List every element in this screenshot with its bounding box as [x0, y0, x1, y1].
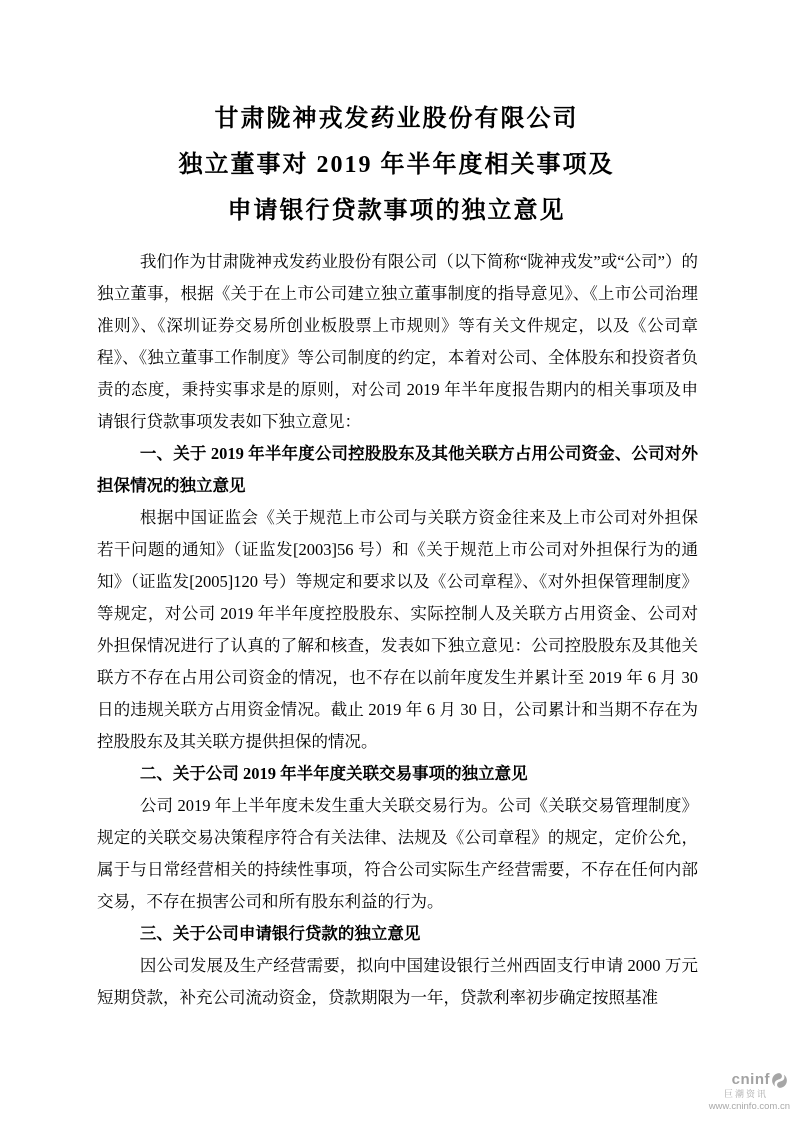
document-title-line-2: 独立董事对 2019 年半年度相关事项及 — [178, 152, 615, 178]
document-title-line-1: 甘肃陇神戎发药业股份有限公司 — [214, 106, 579, 132]
paragraph-intro: 我们作为甘肃陇神戎发药业股份有限公司（以下简称“陇神戎发”或“公司”）的独立董事，根据《关于在上市公司建立独立董事制度的指导意见》、《上市公司治理准则》、《深圳证券交易所创业板股票上市规则》等有关文件规定，以及《公司章程》、《独立董事工作制度》等公司制度的约定，本着对公司、全体股东和投资者负责的态度，秉持实事求是的原则，对公司 2019 年半年度报告期内的相关事项及申请银行贷款事项发表如下独立意见： — [97, 252, 698, 431]
document-title-line-3: 申请银行贷款事项的独立意见 — [227, 198, 566, 224]
document-title — [0, 96, 793, 234]
heading-section-2: 二、关于公司 2019 年半年度关联交易事项的独立意见 — [139, 764, 528, 783]
cninfo-brand-cn: 巨潮资讯 — [723, 1088, 768, 1099]
paragraph-section-3: 因公司发展及生产经营需要，拟向中国建设银行兰州西固支行申请 2000 万元短期贷款，补充公司流动资金，贷款期限为一年，贷款利率初步确定按照基准 — [97, 956, 698, 1007]
heading-section-1: 一、关于 2019 年半年度公司控股股东及其他关联方占用公司资金、公司对外担保情况的独立意见 — [97, 444, 698, 495]
cninfo-url: www.cninfo.com.cn — [708, 1100, 790, 1112]
heading-section-3: 三、关于公司申请银行贷款的独立意见 — [139, 924, 421, 943]
document-body — [97, 246, 698, 1014]
paragraph-section-1: 根据中国证监会《关于规范上市公司与关联方资金往来及上市公司对外担保若干问题的通知》（证监发[2003]56 号）和《关于规范上市公司对外担保行为的通知》（证监发[2005]120 号）等规定和要求以及《公司章程》、《对外担保管理制度》等规定，对公司 2019 年半年度控股股东、实际控制人及关联方占用资金、公司对外担保情况进行了认真的了解和核查，发表如下独立意见：公司控股股东及其他关联方不存在占用公司资金的情况，也不存在以前年度发生并累计至 2019 年 6 月 30 日的违规关联方占用资金情况。截止 2019 年 6 月 30 日，公司累计和当期不存在为控股股东及其关联方提供担保的情况。 — [97, 508, 698, 751]
cninfo-brand-row — [694, 1072, 790, 1089]
paragraph-section-2: 公司 2019 年上半年度未发生重大关联交易行为。公司《关联交易管理制度》规定的关联交易决策程序符合有关法律、法规及《公司章程》的规定，定价公允，属于与日常经营相关的持续性事项，符合公司实际生产经营需要，不存在任何内部交易，不存在损害公司和所有股东利益的行为。 — [97, 796, 698, 911]
cninfo-watermark — [694, 1072, 790, 1112]
cninfo-brand-text: cninf — [731, 1070, 770, 1088]
cninfo-swirl-icon — [771, 1072, 788, 1089]
